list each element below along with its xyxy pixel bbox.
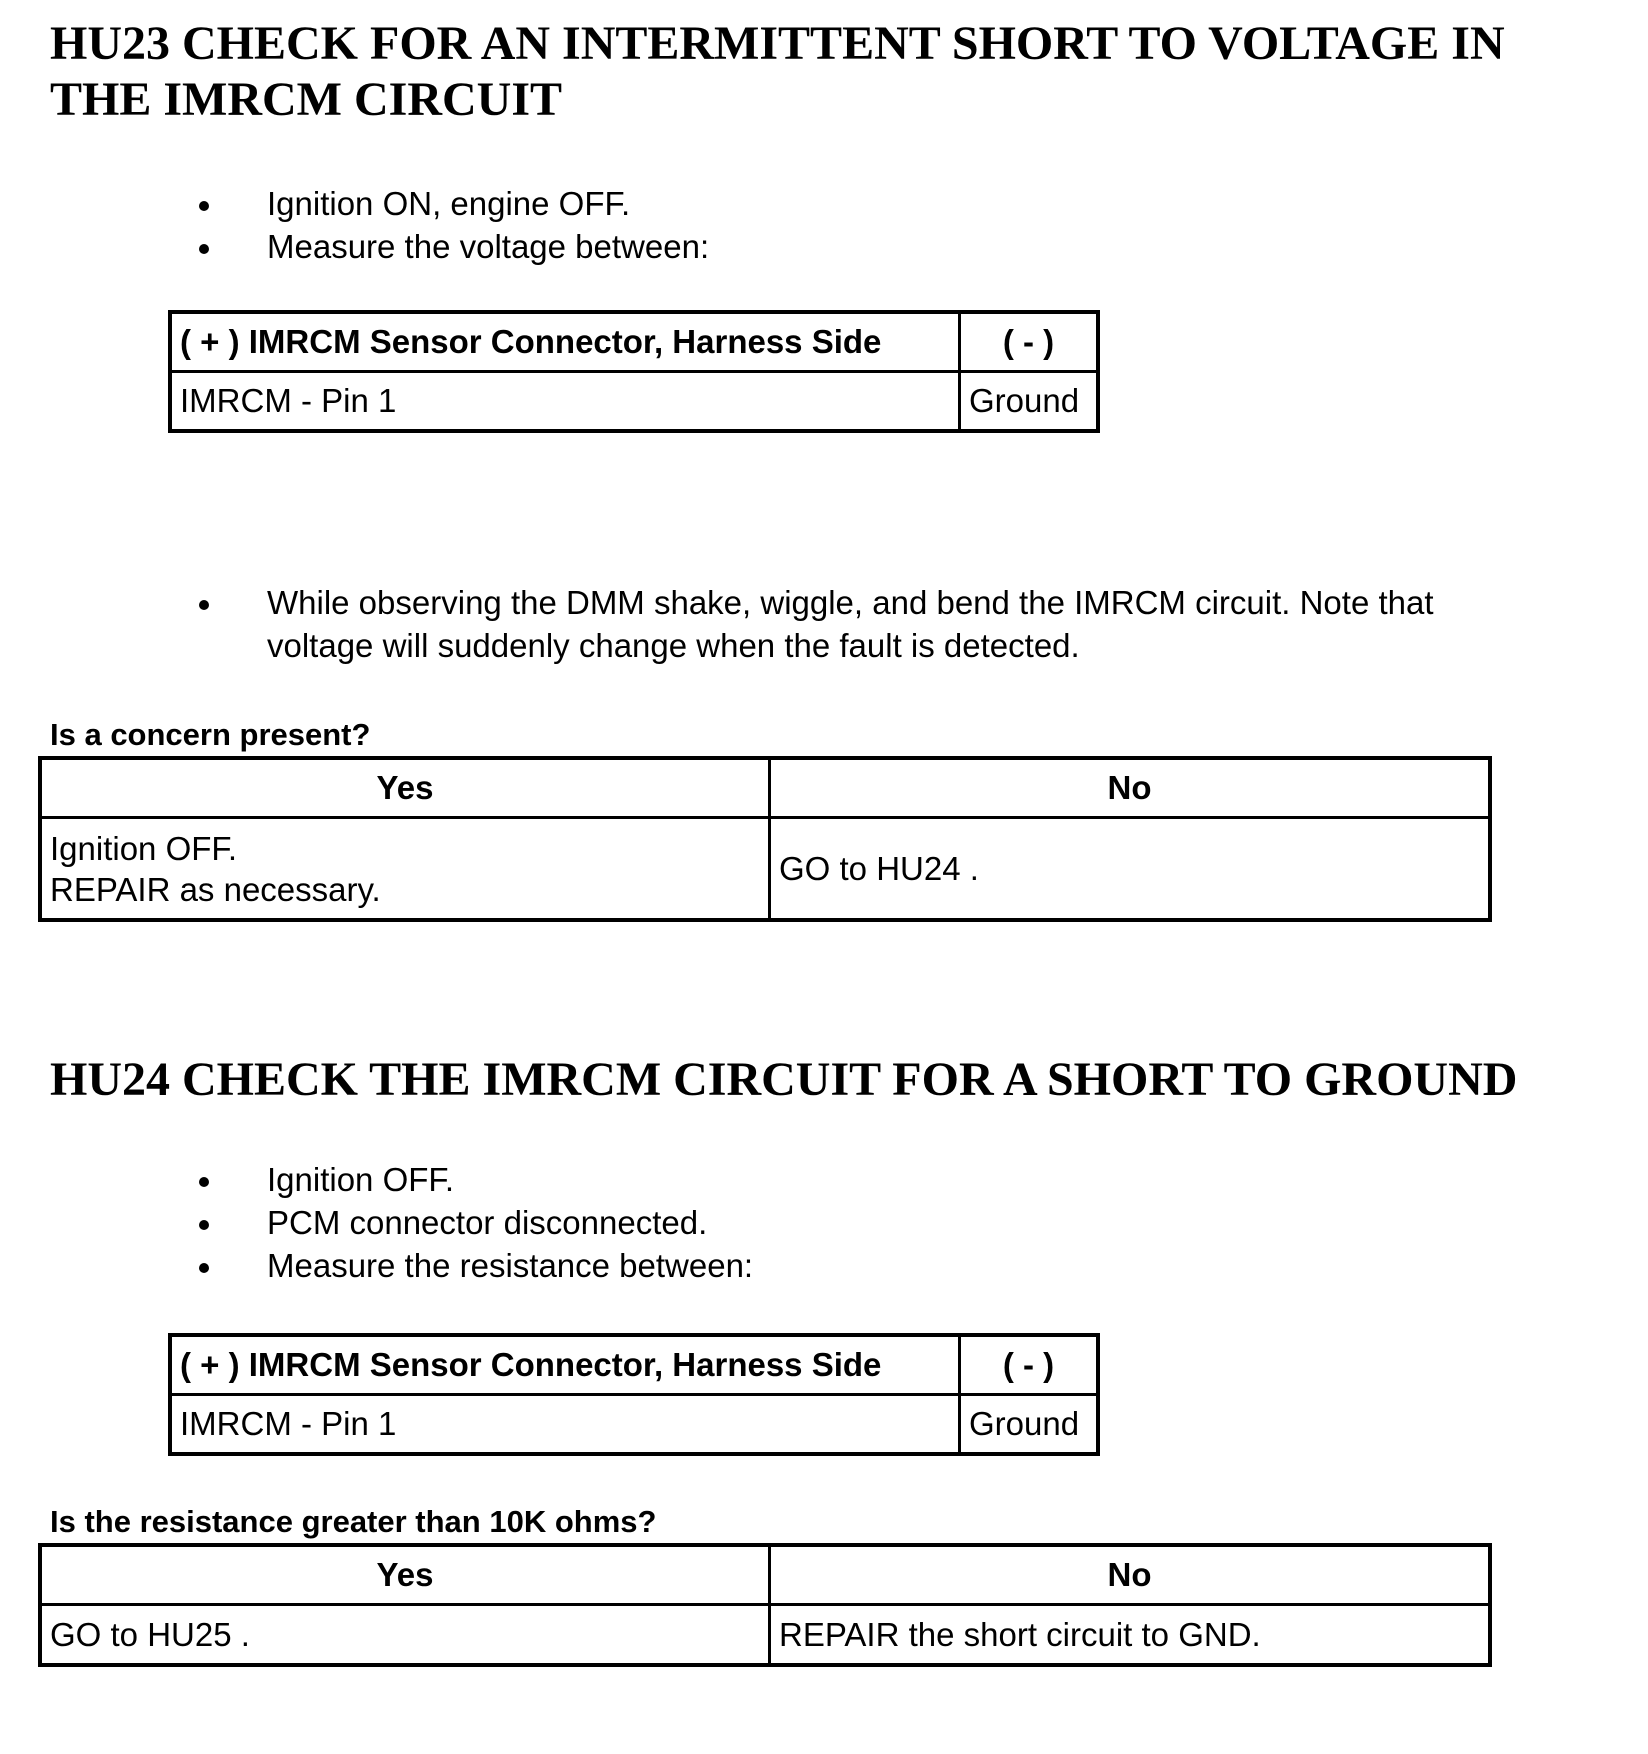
yes-cell: GO to HU25 . xyxy=(40,1605,770,1666)
hu24-measure-table xyxy=(168,1333,1100,1456)
table-header-positive: ( + ) IMRCM Sensor Connector, Harness Side xyxy=(170,1335,960,1395)
yes-header: Yes xyxy=(40,758,770,818)
yes-cell: Ignition OFF. REPAIR as necessary. xyxy=(40,818,770,921)
hu23-title-line1: HU23 CHECK FOR AN INTERMITTENT SHORT TO VOLTAGE IN xyxy=(50,17,1505,70)
hu24-decision-table xyxy=(38,1543,1492,1667)
yes-header: Yes xyxy=(40,1545,770,1605)
hu23-question: Is a concern present? xyxy=(50,717,371,752)
table-row xyxy=(170,1395,1098,1455)
hu23-step-1: Ignition ON, engine OFF. xyxy=(267,182,709,225)
bullet-icon xyxy=(199,1220,209,1230)
hu23-step-wiggle: While observing the DMM shake, wiggle, and bend the IMRCM circuit. Note that voltage will suddenly change when the fault is detected. xyxy=(267,581,1434,667)
table-cell-positive: IMRCM - Pin 1 xyxy=(170,372,960,432)
table-row xyxy=(170,372,1098,432)
table-header-negative: ( - ) xyxy=(960,312,1099,372)
hu23-decision-table xyxy=(38,756,1492,922)
no-header: No xyxy=(770,1545,1491,1605)
no-header: No xyxy=(770,758,1491,818)
no-cell: REPAIR the short circuit to GND. xyxy=(770,1605,1491,1666)
table-row xyxy=(40,818,1490,921)
hu23-title xyxy=(50,16,1505,128)
bullet-icon xyxy=(199,1177,209,1187)
hu24-step-3: Measure the resistance between: xyxy=(267,1244,753,1287)
table-header-row xyxy=(170,1335,1098,1395)
table-row xyxy=(40,1605,1490,1666)
bullet-icon xyxy=(199,1263,209,1273)
hu24-steps xyxy=(267,1158,753,1287)
hu23-step-2: Measure the voltage between: xyxy=(267,225,709,268)
hu23-measure-table xyxy=(168,310,1100,433)
table-cell-negative: Ground xyxy=(960,372,1099,432)
table-header-positive: ( + ) IMRCM Sensor Connector, Harness Side xyxy=(170,312,960,372)
hu24-step-2: PCM connector disconnected. xyxy=(267,1201,753,1244)
hu23-title-line2: THE IMRCM CIRCUIT xyxy=(50,73,563,126)
table-cell-negative: Ground xyxy=(960,1395,1099,1455)
table-cell-positive: IMRCM - Pin 1 xyxy=(170,1395,960,1455)
table-header-row xyxy=(170,312,1098,372)
hu24-step-1: Ignition OFF. xyxy=(267,1158,753,1201)
bullet-icon xyxy=(199,201,209,211)
hu24-title: HU24 CHECK THE IMRCM CIRCUIT FOR A SHORT TO GROUND xyxy=(50,1053,1518,1106)
table-header-row xyxy=(40,1545,1490,1605)
table-header-negative: ( - ) xyxy=(960,1335,1099,1395)
no-cell: GO to HU24 . xyxy=(770,818,1491,921)
bullet-icon xyxy=(199,244,209,254)
bullet-icon xyxy=(199,600,209,610)
hu24-question: Is the resistance greater than 10K ohms? xyxy=(50,1504,657,1539)
table-header-row xyxy=(40,758,1490,818)
hu23-steps xyxy=(267,182,709,268)
